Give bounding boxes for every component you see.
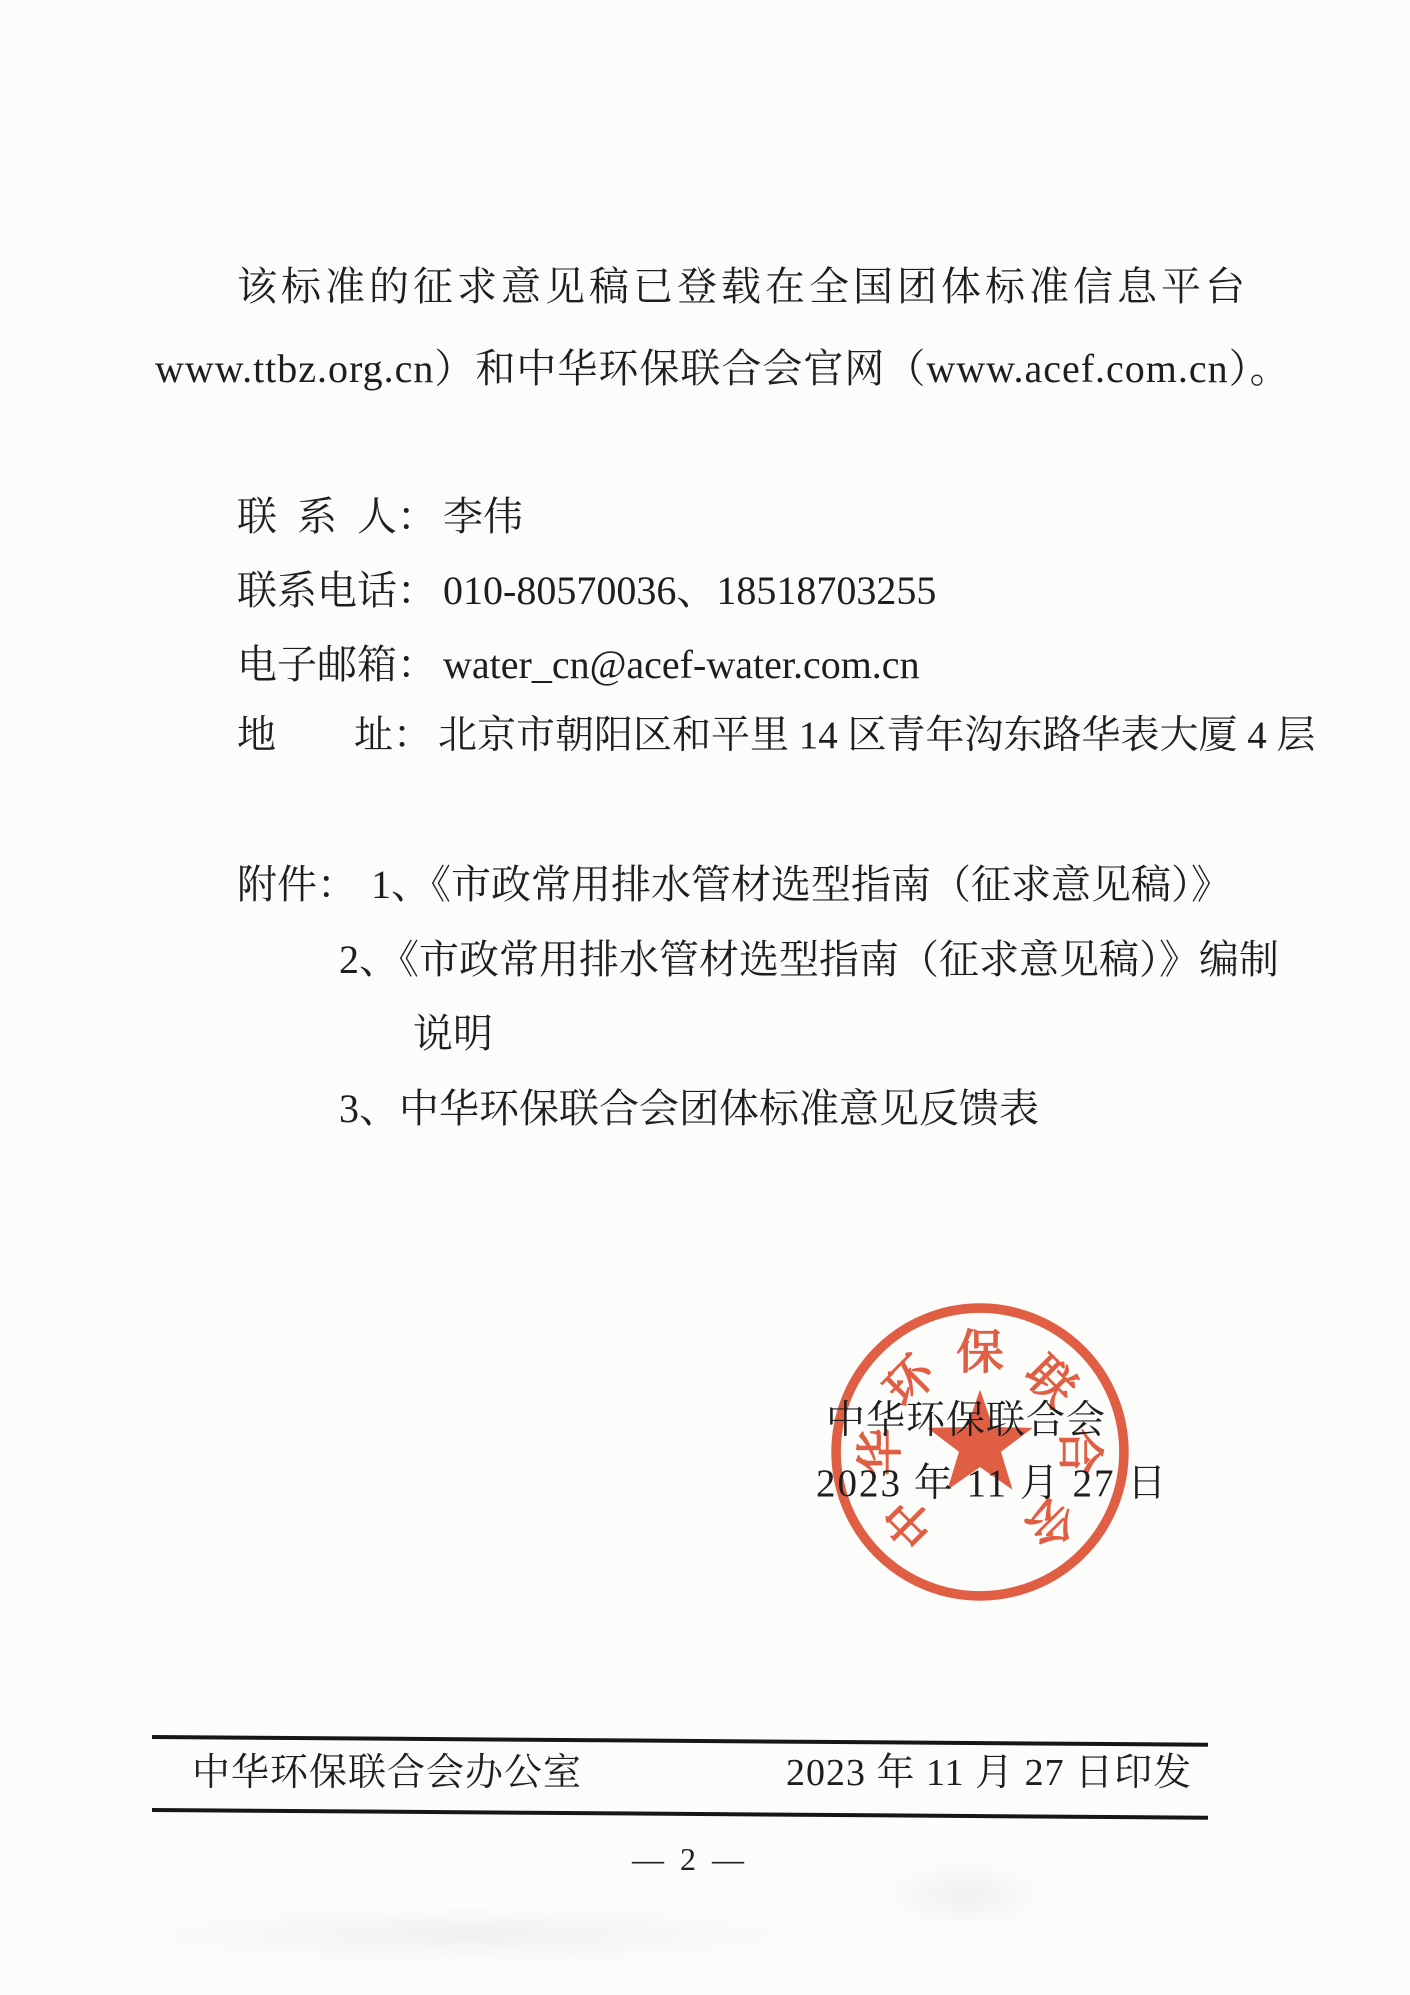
attachments-label: 附件： — [237, 862, 357, 907]
paragraph-line-2: www.ttbz.org.cn）和中华环保联合会官网（www.acef.com.cn）。 — [155, 346, 1291, 391]
attachment-item-2-cont: 说明 — [413, 1011, 493, 1056]
attachments-row-1 — [237, 861, 1231, 909]
svg-text:环: 环 — [875, 1347, 946, 1418]
contact-address-label: 地 址： — [237, 714, 433, 757]
footer-print-date: 2023 年 11 月 27 日印发 — [786, 1752, 1193, 1794]
contact-row-address — [237, 713, 1316, 760]
scan-smudge — [880, 1860, 1050, 1930]
contact-row-phone — [237, 567, 936, 615]
attachments-row-2 — [339, 936, 1279, 984]
contact-person-value: 李伟 — [443, 494, 523, 539]
attachment-item-3: 3、中华环保联合会团体标准意见反馈表 — [339, 1086, 1039, 1131]
svg-text:会: 会 — [1014, 1486, 1085, 1557]
signature-date: 2023 年 11 月 27 日 — [816, 1462, 1169, 1505]
attachment-item-2: 2、《市政常用排水管材选型指南（征求意见稿）》编制 — [339, 937, 1279, 982]
contact-email-label: 电子邮箱： — [237, 642, 437, 687]
attachment-item-1: 1、《市政常用排水管材选型指南（征求意见稿）》 — [371, 862, 1231, 907]
svg-text:联: 联 — [1014, 1347, 1085, 1418]
contact-phone-label: 联系电话： — [237, 568, 437, 613]
svg-text:中: 中 — [875, 1486, 946, 1557]
svg-text:保: 保 — [956, 1327, 1004, 1380]
contact-address-value: 北京市朝阳区和平里 14 区青年沟东路华表大厦 4 层 — [438, 714, 1316, 757]
footer-office: 中华环保联合会办公室 — [192, 1752, 583, 1794]
contact-phone-value: 010-80570036、18518703255 — [443, 568, 937, 613]
contact-row-person — [237, 493, 523, 541]
svg-text:华: 华 — [855, 1428, 908, 1476]
svg-text:合: 合 — [1052, 1428, 1105, 1476]
scan-smudge — [120, 1905, 820, 1965]
paragraph-line-1: 该标准的征求意见稿已登载在全国团体标准信息平台 — [237, 264, 1249, 309]
signature-org: 中华环保联合会 — [826, 1399, 1107, 1442]
attachments-row-2-continued — [413, 1010, 493, 1058]
official-seal — [824, 1296, 1136, 1608]
attachments-row-3 — [339, 1085, 1039, 1133]
page-number: — 2 — — [632, 1841, 748, 1877]
contact-person-label: 联 系 人： — [237, 494, 437, 539]
official-seal-graphic — [824, 1296, 1136, 1608]
footer-rule-bottom — [152, 1808, 1208, 1819]
footer-rule-top — [152, 1735, 1208, 1746]
contact-row-email — [237, 641, 920, 689]
contact-email-value: water_cn@acef-water.com.cn — [443, 642, 920, 687]
